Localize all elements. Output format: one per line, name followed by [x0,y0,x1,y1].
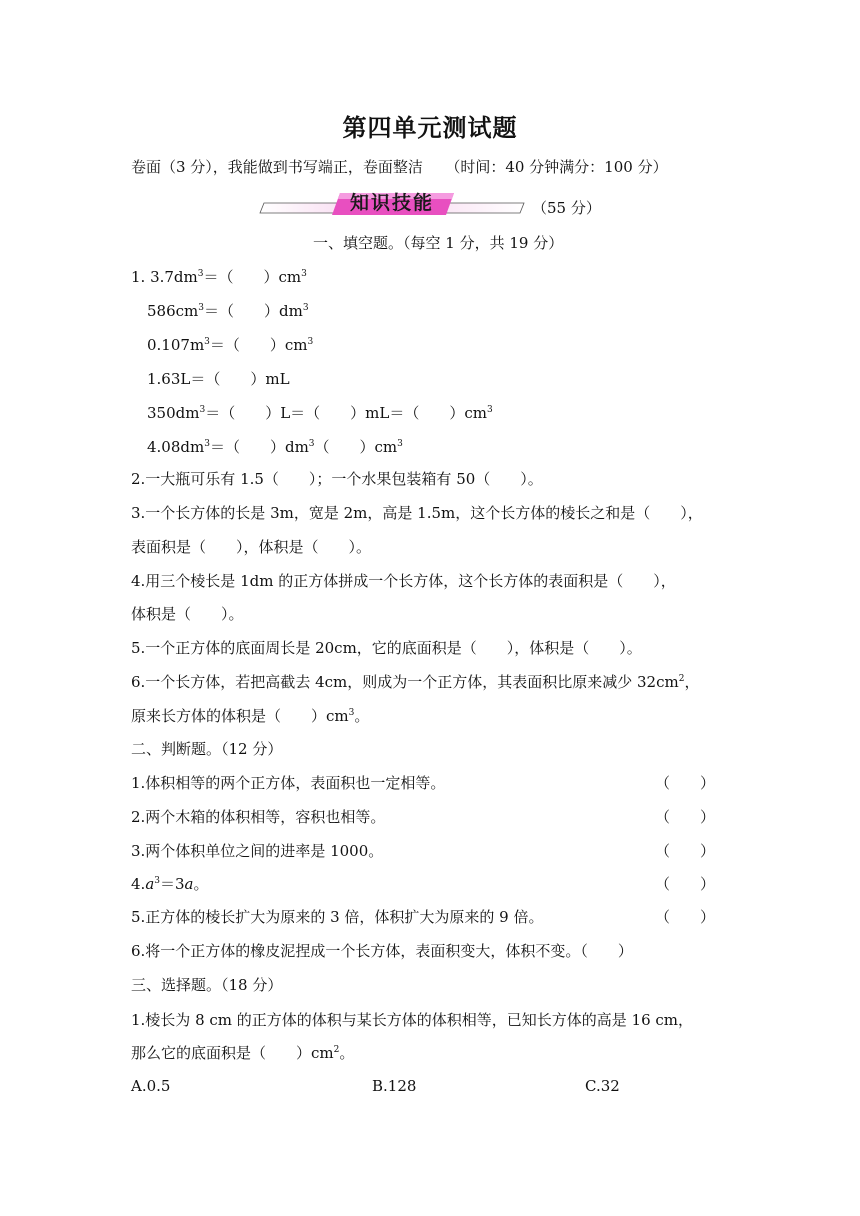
page-title: 第四单元测试题 [342,113,518,142]
q3-line2: 表面积是（ ），体积是（ ）。 [131,538,372,556]
q2: 2.一大瓶可乐有 1.5（ ）；一个水果包装箱有 50（ ）。 [131,470,543,488]
q4-line1: 4.用三个棱长是 1dm 的正方体拼成一个长方体，这个长方体的表面积是（ ）， [131,572,676,590]
judge-blank-4[interactable]: （ ） [655,875,716,893]
section2-heading: 二、判断题。（12 分） [131,740,283,758]
q5: 5.一个正方体的底面周长是 20cm，它的底面积是（ ），体积是（ ）。 [131,639,642,657]
judge-item-5: 5.正方体的棱长扩大为原来的 3 倍，体积扩大为原来的 9 倍。 [131,908,544,926]
subtitle: 卷面（3 分），我能做到书写端正，卷面整洁 （时间：40 分钟满分：100 分） [131,158,668,176]
judge-blank-3[interactable]: （ ） [655,842,716,860]
banner-score: （55 分） [532,199,601,217]
q6-line1: 6.一个长方体，若把高截去 4cm，则成为一个正方体，其表面积比原来减少 $32cm^2$， [131,673,700,691]
judge-blank-5[interactable]: （ ） [655,908,716,926]
option-a[interactable]: A.0.5 [131,1077,171,1095]
q1-line-f: $4.08dm^3=$（ ）$dm^3$（ ）$cm^3$ [147,438,403,456]
q3-line1: 3.一个长方体的长是 3m，宽是 2m，高是 1.5m，这个长方体的棱长之和是（ ）， [131,504,703,522]
judge-blank-1[interactable]: （ ） [655,774,716,792]
q6-line2: 原来长方体的体积是（ ）$cm^3$。 [131,707,370,725]
q1-line-e: $350dm^3=$（ ）L＝（ ）mL＝（ ）$cm^3$ [147,404,493,422]
q1-line-d: 1.63L＝（ ）mL [147,370,290,388]
judge-item-2: 2.两个木箱的体积相等，容积也相等。 [131,808,386,826]
judge-blank-2[interactable]: （ ） [655,808,716,826]
judge-item-4: $4.a^3=3a$。 [131,875,209,893]
q1-line-c: $0.107m^3=$（ ）$cm^3$ [147,336,314,354]
banner-label: 知识技能 [349,192,434,214]
section3-heading: 三、选择题。（18 分） [131,976,283,994]
section1-heading: 一、填空题。（每空 1 分，共 19 分） [313,234,564,252]
choice-q1-line1: 1.棱长为 8 cm 的正方体的体积与某长方体的体积相等，已知长方体的高是 16 cm， [131,1011,694,1029]
q4-line2: 体积是（ ）。 [131,605,244,623]
option-c[interactable]: C.32 [585,1077,620,1095]
judge-item-1: 1.体积相等的两个正方体，表面积也一定相等。 [131,774,446,792]
judge-item-6: 6.将一个正方体的橡皮泥捏成一个长方体，表面积变大，体积不变。（ ） [131,942,633,960]
choice-q1-line2: 那么它的底面积是（ ）$cm^2$。 [131,1044,355,1062]
section-banner [258,191,526,217]
judge-item-3: 3.两个体积单位之间的进率是 1000。 [131,842,384,860]
option-b[interactable]: B.128 [372,1077,417,1095]
q1-line-a: 1. $3.7dm^3=$（ ）$cm^3$ [131,268,307,286]
q1-line-b: $586cm^3=$（ ）$dm^3$ [147,302,309,320]
